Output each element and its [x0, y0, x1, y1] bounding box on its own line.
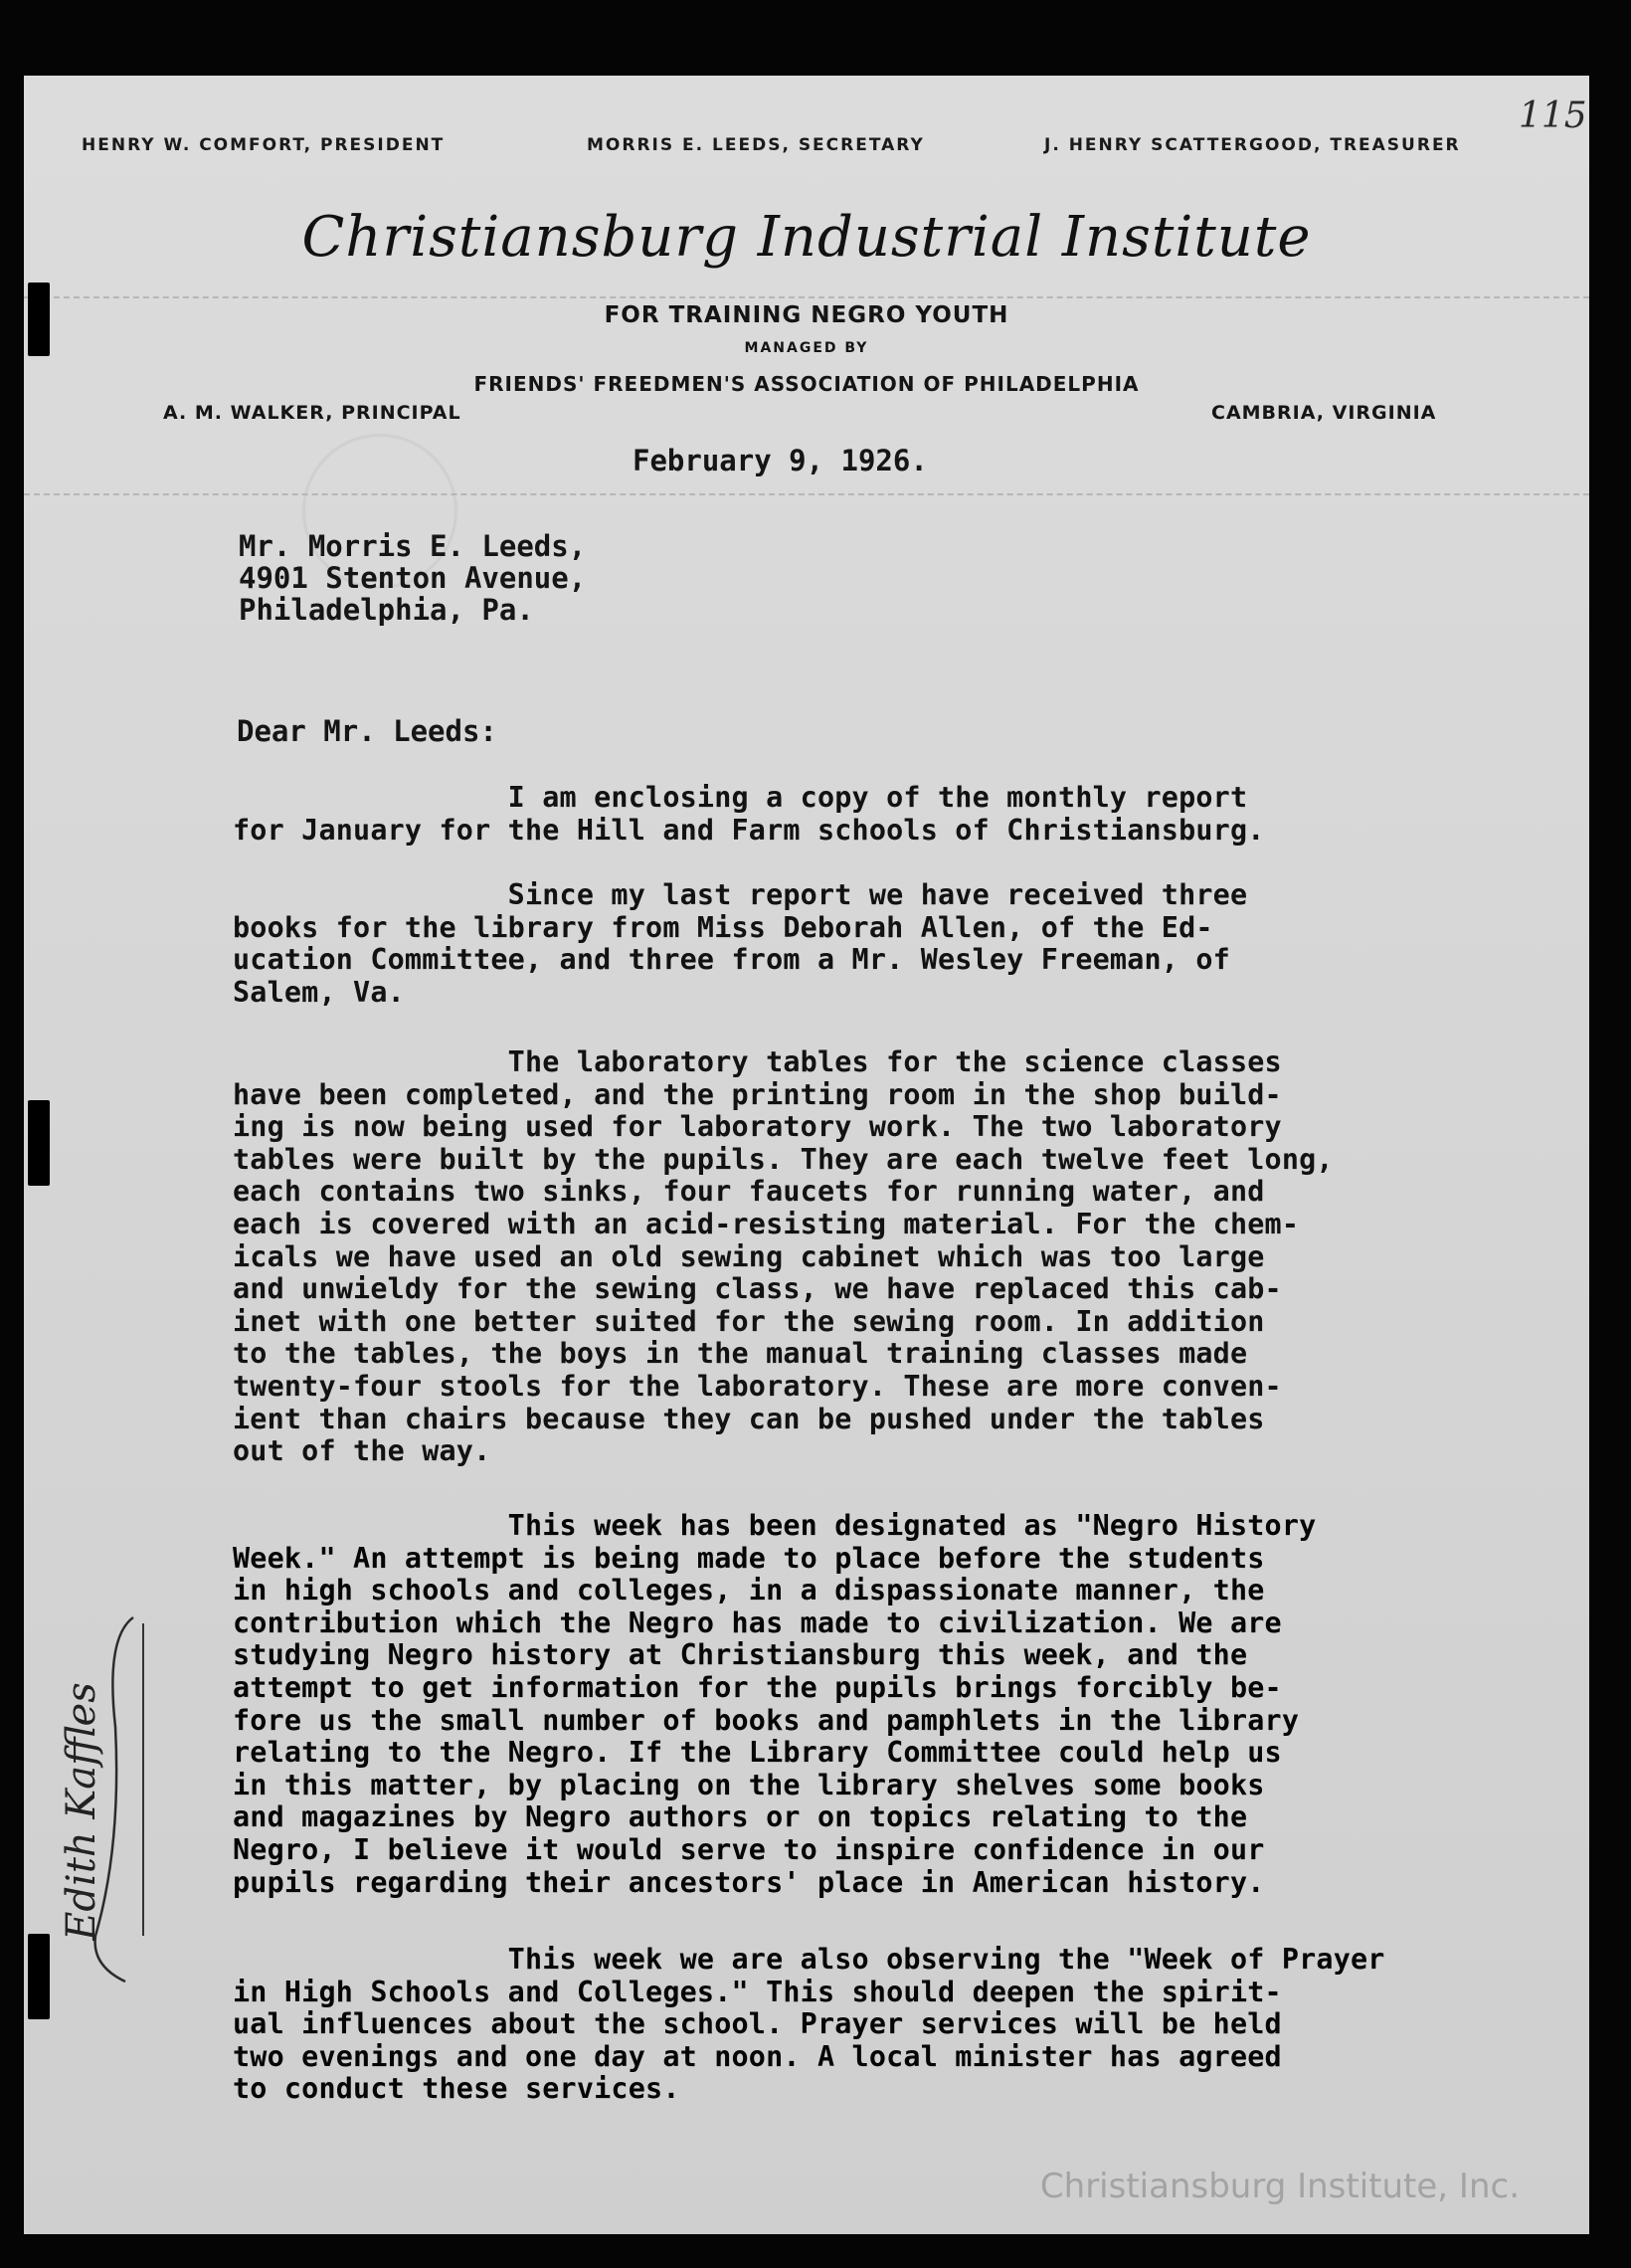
- officer-president: HENRY W. COMFORT, PRESIDENT: [82, 135, 446, 155]
- paragraph: I am enclosing a copy of the monthly report for January for the Hill and Farm schools of Christiansburg.: [233, 781, 1265, 847]
- recipient-line: Philadelphia, Pa.: [239, 593, 534, 627]
- institute-name: Christiansburg Industrial Institute: [301, 205, 1312, 270]
- margin-note: Edith Kaffles: [59, 1682, 104, 1941]
- recipient-line: 4901 Stenton Avenue,: [239, 561, 587, 595]
- punch-hole-mark: [28, 1100, 50, 1186]
- page-number: 115: [1519, 95, 1587, 136]
- institute-purpose: FOR TRAINING NEGRO YOUTH: [604, 302, 1009, 328]
- principal: A. M. WALKER, PRINCIPAL: [163, 402, 461, 424]
- managed-by: MANAGED BY: [744, 340, 869, 356]
- paragraph: Since my last report we have received three books for the library from Miss Deborah Allen, of the Ed- ucation Committee, and three from a Mr. Wesley Freeman, of Salem, Va.: [233, 878, 1248, 1009]
- officer-treasurer: J. HENRY SCATTERGOOD, TREASURER: [1044, 135, 1461, 155]
- paragraph: This week has been designated as "Negro History Week." An attempt is being made to place before the students in high schools and colleges, in a dispassionate manner, the contribution which the Negro has made to civilization. We are studying Negro history at Christiansburg this week, and the attempt to get information for the pupils brings forcibly be- fore us the small number of books and pamphlets in the library relating to the Negro. If the Library Committee could help us in this matter, by placing on the library shelves some books and magazines by Negro authors or on topics relating to the Negro, I believe it would serve to inspire confidence in our pupils regarding their ancestors' place in American history.: [233, 1509, 1317, 1899]
- divider: [24, 296, 1589, 298]
- paragraph: This week we are also observing the "Week of Prayer in High Schools and Colleges." This should deepen the spirit- ual influences about the school. Prayer services will be held two evenings and one day at noon. A local minister has agreed to conduct these services.: [233, 1943, 1385, 2106]
- letter-page: [24, 76, 1589, 2234]
- paragraph: The laboratory tables for the science classes have been completed, and the printing room in the shop build- ing is now being used for laboratory work. The two laboratory tables were built by the pupils. They are each twelve feet long, each contains two sinks, four faucets for running water, and each is covered with an acid-resisting material. For the chem- icals we have used an old sewing cabinet which was too large and unwieldy for the sewing class, we have replaced this cab- inet with one better suited for the sewing room. In addition to the tables, the boys in the manual training classes made twenty-four stools for the laboratory. These are more conven- ient than chairs because they can be pushed under the tables out of the way.: [233, 1045, 1334, 1468]
- letter-date: February 9, 1926.: [633, 444, 928, 477]
- officer-secretary: MORRIS E. LEEDS, SECRETARY: [587, 135, 925, 155]
- watermark: Christiansburg Institute, Inc.: [1039, 2167, 1520, 2206]
- salutation: Dear Mr. Leeds:: [237, 714, 497, 748]
- divider: [24, 493, 1589, 495]
- location: CAMBRIA, VIRGINIA: [1211, 402, 1437, 424]
- punch-hole-mark: [28, 283, 50, 356]
- association: FRIENDS' FREEDMEN'S ASSOCIATION OF PHILADELPHIA: [473, 372, 1140, 396]
- recipient-line: Mr. Morris E. Leeds,: [239, 529, 587, 563]
